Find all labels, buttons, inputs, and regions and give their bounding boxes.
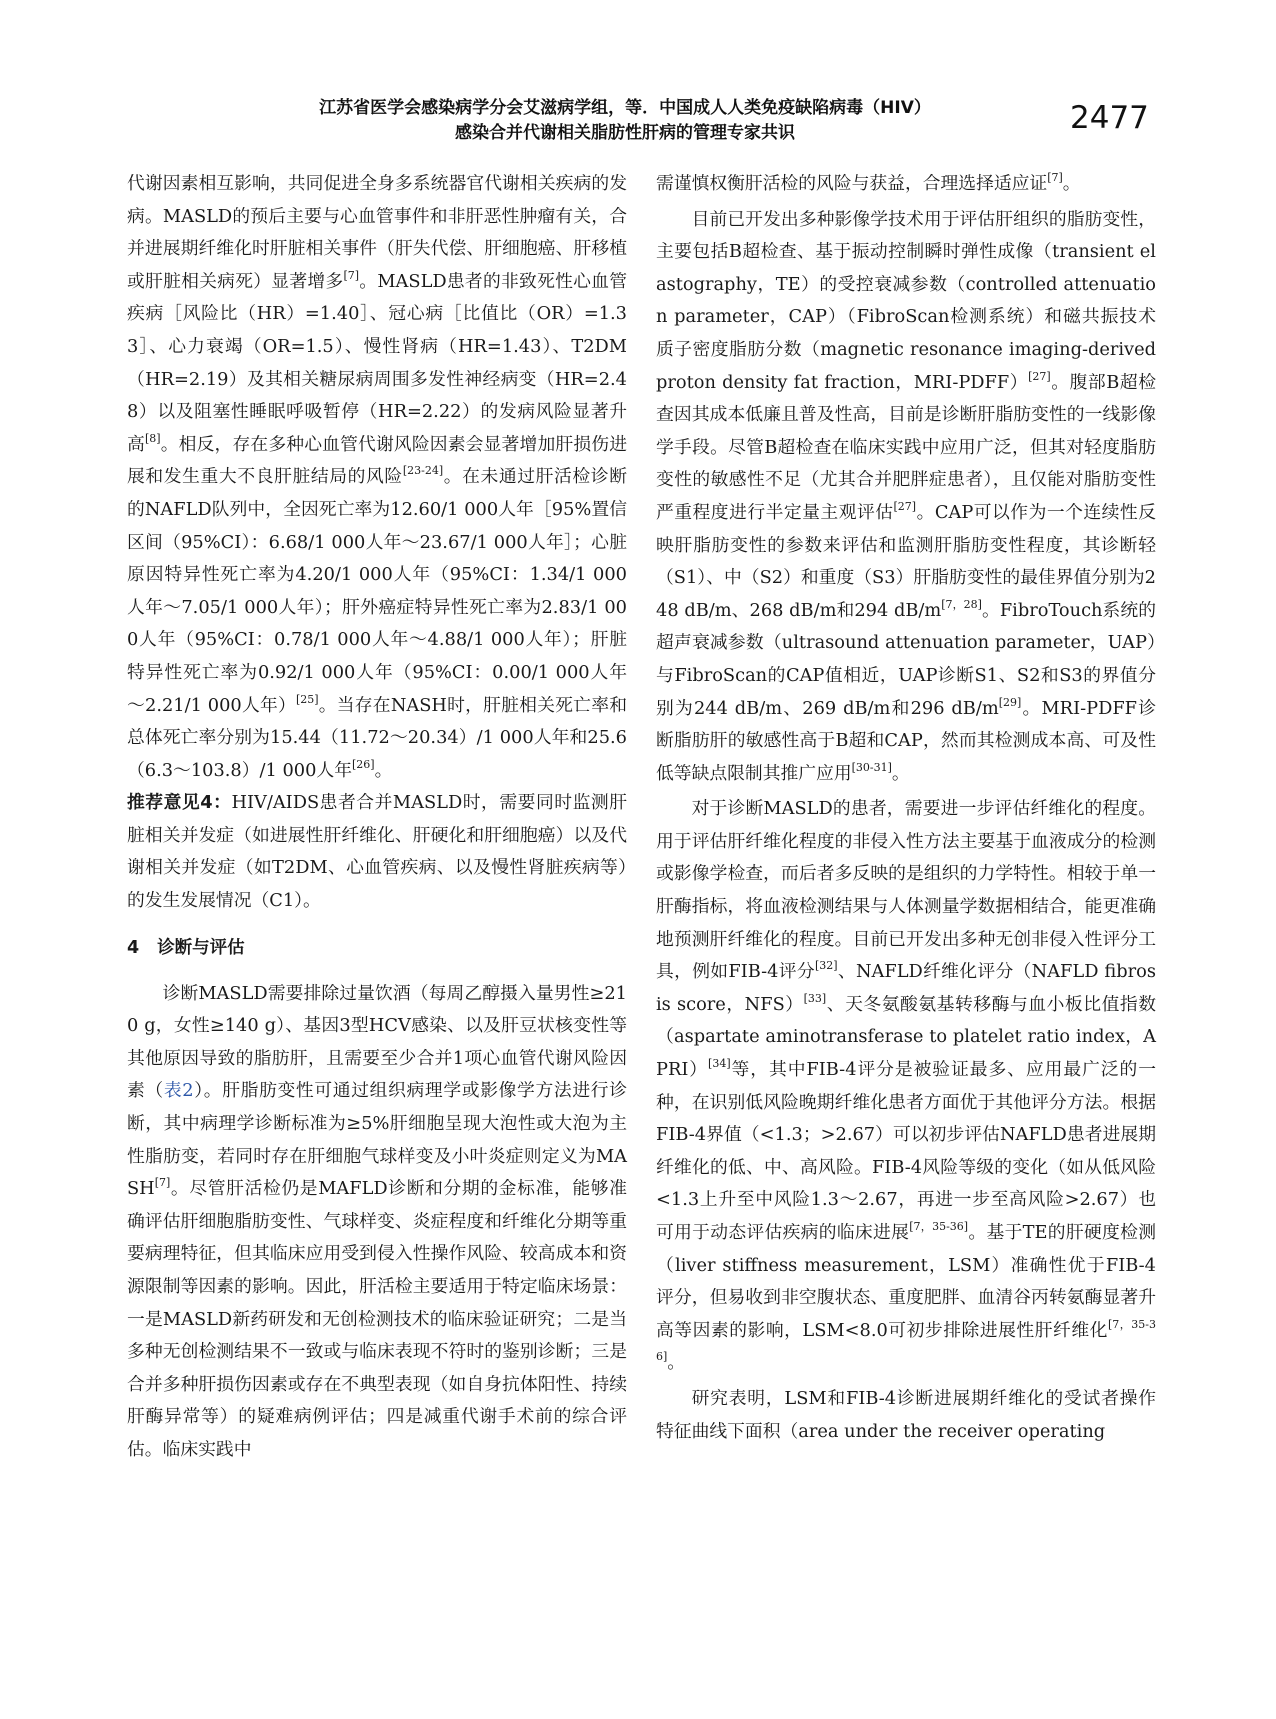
text-segment: 需谨慎权衡肝活检的风险与获益，合理选择适应证 — [656, 173, 1048, 194]
text-segment: 。CAP可以作为一个连续性反映肝脂肪变性的参数来评估和监测肝脂肪变性程度，其诊断轻（S1）、中（S2）和重度（S3）肝脂肪变性的最佳界值分别为248 dB/m、268 dB/m和294 dB/m — [656, 501, 1156, 621]
text-segment: 。当存在NASH时，肝脏相关死亡率和总体死亡率分别为15.44（11.72～20.34）/1 000人年和25.6（6.3～103.8）/1 000人年 — [127, 694, 627, 781]
text-segment: 等，其中FIB-4评分是被验证最多、应用最广泛的一种，在识别低风险晚期纤维化患者方面优于其他评分方法。根据FIB-4界值（<1.3；>2.67）可以初步评估NAFLD患者进展期纤维化的低、中、高风险。FIB-4风险等级的变化（如从低风险<1.3上升至中风险1.3～2.67，再进一步至高风险>2.67）也可用于动态评估疾病的临床进展 — [656, 1059, 1156, 1243]
running-title-line1: 江苏省医学会感染病学分会艾滋病学组，等．中国成人人类免疫缺陷病毒（HIV） — [319, 98, 931, 118]
text-segment: 。相反，存在多种心血管代谢风险因素会显著增加肝损伤进展和发生重大不良肝脏结局的风险 — [127, 433, 627, 488]
citation: [27] — [893, 499, 917, 513]
text-segment: 诊断MASLD需要排除过量饮酒（每周乙醇摄入量男性≥210 g，女性≥140 g）、基因3型HCV感染、以及肝豆状核变性等其他原因导致的脂肪肝，且需要至少合并1项心血管代谢风险因素（ — [127, 982, 627, 1102]
table-2-link[interactable]: 表2 — [163, 1080, 194, 1102]
text-segment: 。 — [1062, 173, 1081, 194]
left-column — [127, 168, 627, 1467]
text-segment: ）。肝脂肪变性可通过组织病理学或影像学方法进行诊断，其中病理学诊断标准为≥5%肝细胞呈现大泡性或大泡为主性脂肪变，若同时存在肝细胞气球样变及小叶炎症则定义为MASH — [127, 1080, 627, 1200]
citation: [23-24] — [402, 464, 444, 478]
text-segment: 研究表明，LSM和FIB-4诊断进展期纤维化的受试者操作特征曲线下面积（area under the receiver operating — [656, 1387, 1156, 1442]
text-segment: 对于诊断MASLD的患者，需要进一步评估纤维化的程度。用于评估肝纤维化程度的非侵入性方法主要基于血液成分的检测或影像学检查，而后者多反映的是组织的力学特性。相较于单一肝酶指标，将血液检测结果与人体测量学数据相结合，能更准确地预测肝纤维化的程度。目前已开发出多种无创非侵入性评分工具，例如FIB-4评分 — [656, 798, 1156, 983]
text-segment: 。FibroTouch系统的超声衰减参数（ultrasound attenuation parameter，UAP）与FibroScan的CAP值相近，UAP诊断S1、S2和S3的界值分别为244 dB/m、269 dB/m和296 dB/m — [656, 599, 1156, 719]
text-segment: 。基于TE的肝硬度检测（liver stiffness measurement，LSM）准确性优于FIB-4评分，但易收到非空腹状态、重度肥胖、血清谷丙转氨酶显著升高等因素的影响，LSM<8.0可初步排除进展性肝纤维化 — [656, 1222, 1156, 1341]
text-segment: 。尽管肝活检仍是MAFLD诊断和分期的金标准，能够准确评估肝细胞脂肪变性、气球样变、炎症程度和纤维化分期等重要病理特征，但其临床应用受到侵入性操作风险、较高成本和资源限制等因素的影响。因此，肝活检主要适用于特定临床场景：一是MASLD新药研发和无创检测技术的临床验证研究；二是当多种无创检测结果不一致或与临床表现不符时的鉴别诊断；三是合并多种肝损伤因素或存在不典型表现（如自身抗体阳性、持续肝酶异常等）的疑难病例评估；四是减重代谢手术前的综合评估。临床实践中 — [127, 1178, 627, 1460]
text-segment: 。 — [891, 762, 910, 784]
recommendation-text: HIV/AIDS患者合并MASLD时，需要同时监测肝脏相关并发症（如进展性肝纤维化、肝硬化和肝细胞癌）以及代谢相关并发症（如T2DM、心血管疾病、以及慢性肾脏疾病等）的发生发展情况（C1）。 — [127, 792, 627, 912]
text-segment: 。MRI-PDFF诊断脂肪肝的敏感性高于B超和CAP，然而其检测成本高、可及性低等缺点限制其推广应用 — [656, 697, 1156, 784]
citation: [7，35-36] — [656, 1317, 1156, 1364]
paragraph-lsm-fib4 — [656, 1383, 1156, 1448]
text-segment: 、天冬氨酸氨基转移酶与血小板比值指数（aspartate aminotransferase to platelet ratio index，APRI） — [656, 993, 1156, 1081]
text-segment: 。 — [374, 759, 393, 781]
paragraph-fibrosis — [656, 793, 1156, 1380]
paragraph-diagnosis — [127, 978, 627, 1467]
section-title: 诊断与评估 — [157, 937, 245, 958]
recommendation-4 — [127, 787, 627, 917]
text-segment: 目前已开发出多种影像学技术用于评估肝组织的脂肪变性，主要包括B超检查、基于振动控制瞬时弹性成像（transient elastography，TE）的受控衰减参数（controlled attenuation parameter，CAP）（FibroScan检测系统）和磁共振技术质子密度脂肪分数（magnetic resonance imaging-derived proton density fat fraction，MRI-PDFF） — [656, 208, 1156, 393]
text-segment: 。 — [667, 1352, 686, 1374]
citation: [7，35-36] — [909, 1219, 969, 1233]
text-segment: 。腹部B超检查因其成本低廉且普及性高，目前是诊断肝脂肪变性的一线影像学手段。尽管B超检查在临床实践中应用广泛，但其对轻度脂肪变性的敏感性不足（尤其合并肥胖症患者），且仅能对脂肪变性严重程度进行半定量主观评估 — [656, 371, 1157, 523]
paragraph-imaging — [656, 204, 1156, 791]
paragraph-biopsy-continued — [656, 168, 1156, 201]
page-number: 2477 — [1070, 100, 1149, 136]
citation: [32] — [814, 959, 838, 972]
text-segment: 、NAFLD纤维化评分（NAFLD fibrosis score，NFS） — [656, 961, 1156, 1015]
citation: [26] — [351, 757, 375, 771]
citation: [27] — [1028, 369, 1051, 383]
citation: [7] — [343, 268, 360, 282]
citation: [29] — [998, 695, 1022, 709]
right-column — [656, 168, 1156, 1448]
citation: [30-31] — [851, 760, 892, 774]
section-number: 4 — [127, 937, 140, 958]
text-segment: 。在未通过肝活检诊断的NAFLD队列中，全因死亡率为12.60/1 000人年［95%置信区间（95%CI）：6.68/1 000人年～23.67/1 000人年］；心脏原因特异性死亡率为4.20/1 000人年（95%CI：1.34/1 000人年～7.05/1 000人年）；肝外癌症特异性死亡率为2.83/1 000人年（95%CI：0.78/1 000人年～4.88/1 000人年）；肝脏特异性死亡率为0.92/1 000人年（95%CI：0.00/1 000人年～2.21/1 000人年） — [127, 466, 627, 716]
text-segment: 。MASLD患者的非致死性心血管疾病［风险比（HR）=1.40］、冠心病［比值比（OR）=1.33］、心力衰竭（OR=1.5）、慢性肾病（HR=1.43）、T2DM（HR=2.19）及其相关糖尿病周围多发性神经病变（HR=2.48）以及阻塞性睡眠呼吸暂停（HR=2.22）的发病风险显著升高 — [127, 270, 627, 455]
section-heading — [127, 932, 627, 964]
text-segment: 代谢因素相互影响，共同促进全身多系统器官代谢相关疾病的发病。MASLD的预后主要与心血管事件和非肝恶性肿瘤有关，合并进展期纤维化时肝脏相关事件（肝失代偿、肝细胞癌、肝移植或肝脏相关病死）显著增多 — [127, 173, 627, 292]
citation: [33] — [803, 991, 827, 1005]
recommendation-label: 推荐意见4： — [127, 792, 232, 814]
citation: [8] — [144, 431, 161, 445]
citation: [34] — [708, 1056, 731, 1070]
running-title-line2: 感染合并代谢相关脂肪性肝病的管理专家共识 — [455, 123, 795, 143]
citation: [7，28] — [941, 597, 982, 611]
citation: [25] — [295, 692, 319, 706]
citation: [7] — [1047, 170, 1063, 184]
paragraph-prognosis — [127, 168, 627, 787]
running-header — [250, 96, 1000, 146]
citation: [7] — [154, 1175, 171, 1189]
